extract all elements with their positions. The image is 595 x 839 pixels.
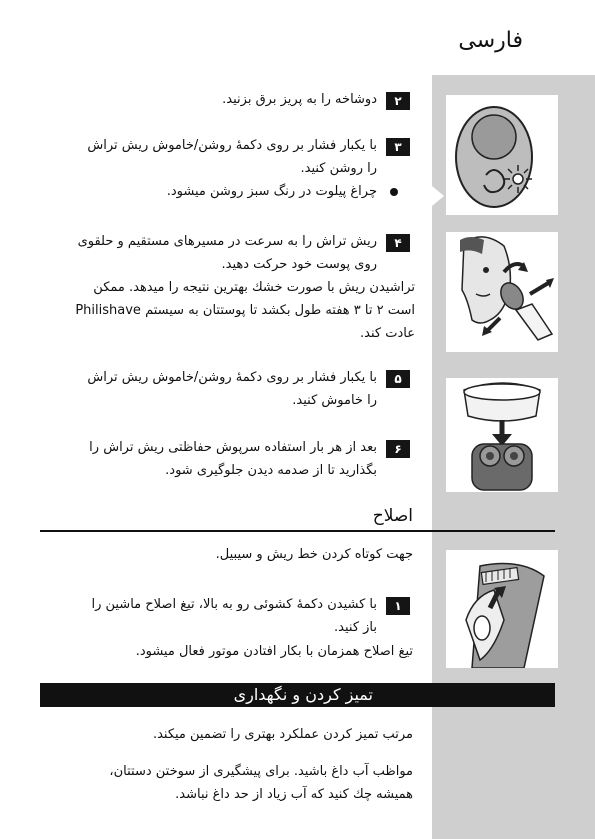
step-text: با یکبار فشار بر روی دکمهٔ روشن/خاموش ریش تراش <box>87 138 377 153</box>
step-text: را روشن کنید. <box>300 161 377 176</box>
step-text: دوشاخه را به پریز برق بزنید. <box>222 92 377 107</box>
section-intro: جهت کوتاه کردن خط ریش و سیبیل. <box>215 547 413 562</box>
step-text: ریش تراش را به سرعت در مسیرهای مستقیم و حلقوی <box>77 234 377 249</box>
trimmer-illustration <box>446 550 558 668</box>
shaving-face-illustration <box>446 232 558 352</box>
step-text: بگذارید تا از صدمه دیدن جلوگیری شود. <box>165 463 377 478</box>
step-text: بعد از هر بار استفاده سرپوش حفاظتی ریش تراش را <box>89 440 377 455</box>
language-label: فارسی <box>458 28 523 53</box>
step-text: با یکبار فشار بر روی دکمهٔ روشن/خاموش ریش تراش <box>87 370 377 385</box>
section-heading-clean-text: تمیز کردن و نگهداری <box>233 685 373 704</box>
clean-text: همیشه چك کنید که آب زیاد از حد داغ نباشد. <box>175 787 413 802</box>
step-number: ۳ <box>386 138 410 156</box>
note-text: تراشیدن ریش با صورت خشك بهترین نتیجه را میدهد. ممکن <box>93 280 415 295</box>
sidebar-notch <box>432 186 444 206</box>
section-heading-trim: اصلاح <box>372 506 413 526</box>
step-number: ۱ <box>386 597 410 615</box>
step-number: ۲ <box>386 92 410 110</box>
note-text: عادت کند. <box>360 326 415 341</box>
clean-text: مواظب آب داغ باشید. برای پیشگیری از سوختن دستتان، <box>109 764 413 779</box>
protective-cap-illustration <box>446 378 558 492</box>
step-text: با کشیدن دکمهٔ کشوئی رو به بالا، تیغ اصلاح ماشین را <box>91 597 377 612</box>
shaver-pilot-light-illustration <box>446 95 558 215</box>
step-text: روی پوست خود حرکت دهید. <box>221 257 377 272</box>
step-text: باز کنید. <box>334 620 377 635</box>
bullet-text: چراغ پیلوت در رنگ سبز روشن میشود. <box>166 184 377 199</box>
step-number: ۶ <box>386 440 410 458</box>
section-divider <box>40 530 555 532</box>
step-number: ۴ <box>386 234 410 252</box>
bullet-icon <box>390 188 398 196</box>
step-number: ۵ <box>386 370 410 388</box>
note-text: است ۲ تا ۳ هفته طول بکشد تا پوستتان به سیستم Philishave <box>75 303 415 318</box>
section-heading-clean <box>40 683 555 707</box>
clean-text: مرتب تمیز کردن عملکرد بهتری را تضمین میکند. <box>152 727 413 742</box>
step-text: را خاموش کنید. <box>292 393 377 408</box>
trim-note: تیغ اصلاح همزمان با بکار افتادن موتور فعال میشود. <box>135 644 413 659</box>
